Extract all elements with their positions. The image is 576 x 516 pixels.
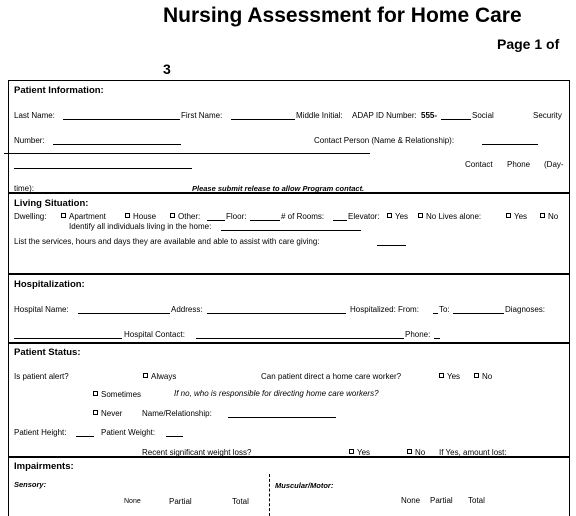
elevator-no-option[interactable]: No Lives alone: xyxy=(418,212,481,221)
hospitalized-from-label: Hospitalized: From: xyxy=(350,305,419,314)
address-label: Address: xyxy=(171,305,203,314)
elevator-no-checkbox[interactable] xyxy=(418,213,423,218)
first-name-field[interactable] xyxy=(231,119,295,120)
direct-worker-no-option[interactable]: No xyxy=(474,372,492,381)
height-field[interactable] xyxy=(76,436,94,437)
sensory-total-header: Total xyxy=(232,497,249,506)
weight-field[interactable] xyxy=(166,436,183,437)
hospitalized-to-field[interactable] xyxy=(453,313,504,314)
sometimes-checkbox[interactable] xyxy=(93,391,98,396)
last-name-field[interactable] xyxy=(63,119,180,120)
page-title: Nursing Assessment for Home Care xyxy=(163,4,522,27)
direct-worker-no-checkbox[interactable] xyxy=(474,373,479,378)
dwelling-label: Dwelling: xyxy=(14,212,47,221)
house-checkbox[interactable] xyxy=(125,213,130,218)
other-checkbox[interactable] xyxy=(170,213,175,218)
muscular-partial-header: Partial xyxy=(430,496,453,505)
release-note: Please submit release to allow Program contact. xyxy=(192,184,365,193)
adap-id-prefix: 555- xyxy=(421,111,438,120)
if-no-note: If no, who is responsible for directing home care workers? xyxy=(174,389,379,398)
never-option[interactable]: Never xyxy=(93,409,122,418)
direct-worker-yes-checkbox[interactable] xyxy=(439,373,444,378)
hospitalized-from-field[interactable] xyxy=(433,313,438,314)
floor-field[interactable] xyxy=(250,220,280,221)
height-label: Patient Height: xyxy=(14,428,67,437)
sensory-partial-header: Partial xyxy=(169,497,192,506)
weight-label: Patient Weight: xyxy=(101,428,156,437)
number-label: Number: xyxy=(14,136,45,145)
hospital-name-label: Hospital Name: xyxy=(14,305,69,314)
social-label: Social xyxy=(472,111,494,120)
hospital-address-field[interactable] xyxy=(207,313,346,314)
time-label: time): xyxy=(14,184,34,193)
lives-alone-yes-option[interactable]: Yes xyxy=(506,212,527,221)
lives-alone-no-checkbox[interactable] xyxy=(540,213,545,218)
weight-loss-yes-option[interactable]: Yes xyxy=(349,448,370,457)
amount-lost-label: If Yes, amount lost: xyxy=(439,448,507,457)
apartment-option[interactable]: Apartment xyxy=(61,212,106,221)
direct-worker-label: Can patient direct a home care worker? xyxy=(261,372,402,381)
contact-phone-label-2: Phone xyxy=(507,160,531,169)
sensory-none-header: None xyxy=(124,498,141,505)
hospitalization-section xyxy=(8,274,570,343)
contact-person-field[interactable] xyxy=(482,144,538,145)
sensory-label: Sensory: xyxy=(14,480,47,489)
house-option[interactable]: House xyxy=(125,212,156,221)
elevator-yes-option[interactable]: Yes xyxy=(387,212,408,221)
living-situation-section xyxy=(8,193,570,274)
services-label: List the services, hours and days they are available and able to assist with care giving: xyxy=(14,237,320,246)
hospital-contact-field[interactable] xyxy=(196,338,404,339)
muscular-total-header: Total xyxy=(468,496,485,505)
adap-id-label: ADAP ID Number: xyxy=(352,111,417,120)
weight-loss-label: Recent significant weight loss? xyxy=(142,448,252,457)
identify-label: Identify all individuals living in the home: xyxy=(69,222,212,231)
name-relationship-label: Name/Relationship: xyxy=(142,409,212,418)
hospitalization-header: Hospitalization: xyxy=(14,279,85,290)
contact-phone-label-3: (Day- xyxy=(544,160,564,169)
weight-loss-no-checkbox[interactable] xyxy=(407,449,412,454)
household-members-field[interactable] xyxy=(221,230,361,231)
last-name-label: Last Name: xyxy=(14,111,55,120)
hospital-contact-label: Hospital Contact: xyxy=(124,330,185,339)
muscular-none-header: None xyxy=(401,496,421,505)
weight-loss-yes-checkbox[interactable] xyxy=(349,449,354,454)
apartment-checkbox[interactable] xyxy=(61,213,66,218)
lives-alone-yes-checkbox[interactable] xyxy=(506,213,511,218)
floor-label: Floor: xyxy=(226,212,247,221)
adap-id-field[interactable] xyxy=(441,119,471,120)
contact-phone-label-1: Contact xyxy=(465,160,493,169)
patient-information-header: Patient Information: xyxy=(14,85,104,96)
impairments-header: Impairments: xyxy=(14,461,74,472)
contact-phone-field[interactable] xyxy=(14,168,192,169)
sometimes-option[interactable]: Sometimes xyxy=(93,390,141,399)
weight-loss-no-option[interactable]: No xyxy=(407,448,425,457)
page-label: Page 1 of xyxy=(497,36,560,52)
rooms-label: # of Rooms: xyxy=(281,212,325,221)
to-label: To: xyxy=(439,305,450,314)
middle-initial-label: Middle Initial: xyxy=(296,111,343,120)
lives-alone-no-option[interactable]: No xyxy=(540,212,558,221)
other-option[interactable]: Other: xyxy=(170,212,200,221)
patient-status-header: Patient Status: xyxy=(14,347,81,358)
diagnoses-label: Diagnoses: xyxy=(505,305,546,314)
never-checkbox[interactable] xyxy=(93,410,98,415)
diagnoses-field[interactable] xyxy=(14,338,122,339)
muscular-motor-label: Muscular/Motor: xyxy=(275,481,334,490)
always-option[interactable]: Always xyxy=(143,372,176,381)
phone-field[interactable] xyxy=(434,338,440,339)
alert-label: Is patient alert? xyxy=(14,372,69,381)
always-checkbox[interactable] xyxy=(143,373,148,378)
contact-person-label: Contact Person (Name & Relationship): xyxy=(314,136,455,145)
services-field[interactable] xyxy=(377,245,406,246)
patient-information-section xyxy=(8,80,570,193)
column-divider xyxy=(269,474,270,516)
rooms-field[interactable] xyxy=(333,220,347,221)
elevator-yes-checkbox[interactable] xyxy=(387,213,392,218)
patient-status-section xyxy=(8,343,570,457)
phone-label: Phone: xyxy=(405,330,431,339)
hospital-name-field[interactable] xyxy=(78,313,170,314)
direct-worker-yes-option[interactable]: Yes xyxy=(439,372,460,381)
social-security-number-field[interactable] xyxy=(53,144,181,145)
security-label: Security xyxy=(533,111,562,120)
contact-person-continuation-line xyxy=(4,153,370,154)
elevator-label: Elevator: xyxy=(348,212,380,221)
name-relationship-field[interactable] xyxy=(228,417,336,418)
living-situation-header: Living Situation: xyxy=(14,198,89,209)
page-total: 3 xyxy=(163,61,171,77)
first-name-label: First Name: xyxy=(181,111,223,120)
other-field[interactable] xyxy=(207,220,225,221)
